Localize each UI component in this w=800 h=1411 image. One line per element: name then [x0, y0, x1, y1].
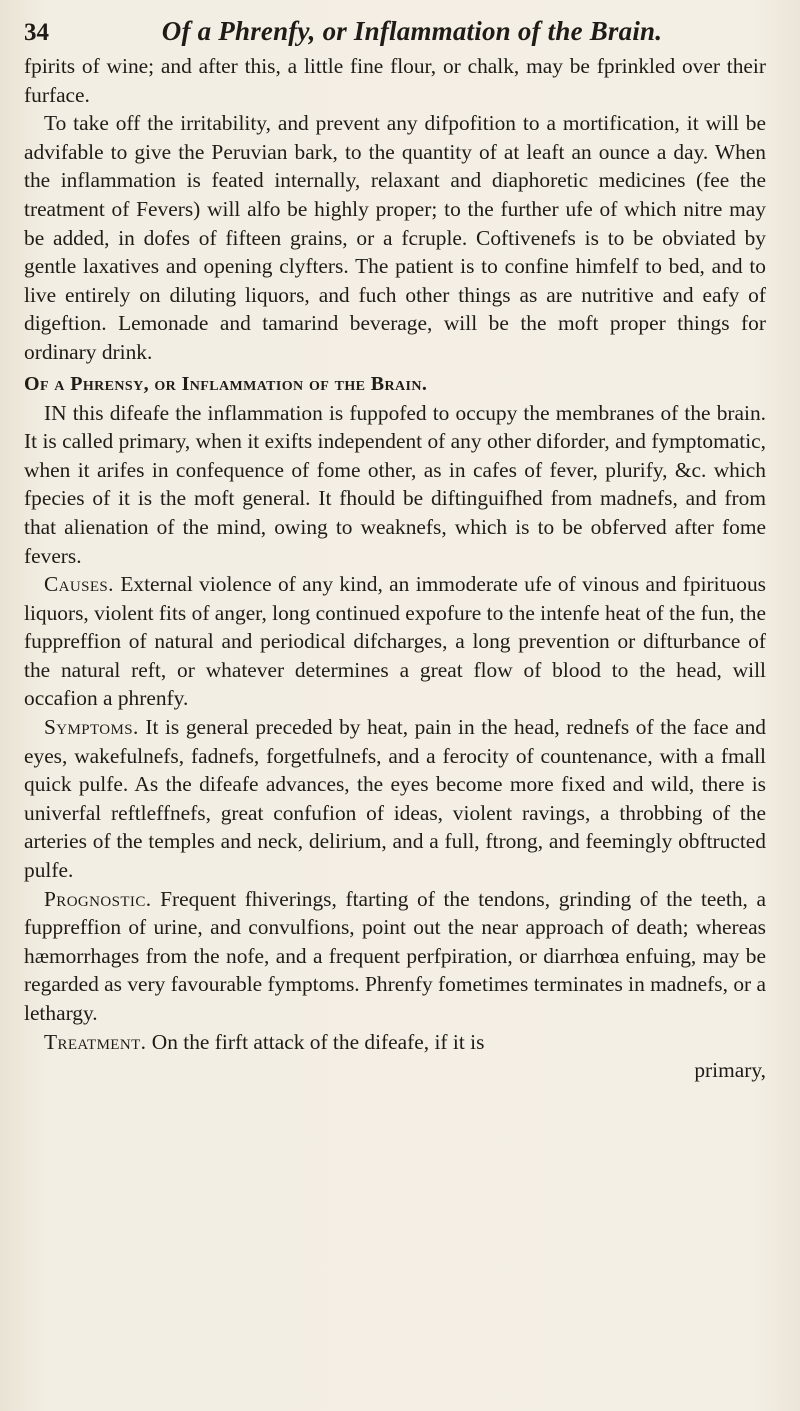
paragraph: fpirits of wine; and after this, a little fine flour, or chalk, may be fprinkled over their furface. [24, 54, 766, 107]
page-header [24, 14, 766, 50]
treatment-text: On the firft attack of the difeafe, if it is [151, 1029, 485, 1054]
paragraph [24, 885, 766, 1028]
catchword: primary, [694, 1058, 766, 1083]
causes-text: External violence of any kind, an immoderate ufe of vinous and fpirituous liquors, violent fits of anger, long continued expofure to the intenfe heat of the fun, the fuppreffion of natural and periodical difcharges, a long prevention or difturbance of the natural reft, or whatever determines a great flow of blood to the head, will occafion a phrenfy. [24, 572, 766, 711]
paragraph [24, 713, 766, 885]
paragraph [24, 570, 766, 713]
causes-label: Causes. [44, 572, 114, 597]
symptoms-label: Symptoms. [44, 715, 139, 740]
paragraph: To take off the irritability, and prevent any difpofition to a mortification, it will be advifable to give the Peruvian bark, to the quantity of at leaft an ounce a day. When the inflammation is feated internally, relaxant and diaphoretic medicines (fee the treatment of Fevers) will alfo be highly proper; to the further ufe of which nitre may be added, in dofes of fifteen grains, or a fcruple. Coftivenefs is to be obviated by gentle laxatives and opening clyfters. The patient is to confine himfelf to bed, and to live entirely on diluting liquors, and fuch other things as are nutritive and eafy of digeftion. Lemonade and tamarind beverage, will be the moft proper things for ordinary drink. [24, 111, 766, 364]
paragraph: IN this difeafe the inflammation is fuppofed to occupy the membranes of the brain. It is called primary, when it exifts independent of any other diforder, and fymptomatic, when it arifes in confequence of fome other, as in cafes of fever, plurify, &c. which fpecies of it is the moft general. It fhould be diftinguifhed from madnefs, and from that alienation of the mind, owing to weaknefs, which is to be obferved after fome fevers. [24, 400, 766, 568]
body-text [24, 52, 766, 367]
section-heading: Of a Phrensy, or Inflammation of the Brain. [24, 372, 428, 395]
symptoms-text: It is general preceded by heat, pain in the head, rednefs of the face and eyes, wakefulnefs, fadnefs, forgetfulnefs, and a ferocity of countenance, with a fmall quick pulfe. As the difeafe advances, the eyes become more fixed and wild, there is univerfal reftleffnefs, great confufion of ideas, violent ravings, a throbbing of the arteries of the temples and neck, delirium, and a full, ftrong, and feemingly obftructed pulfe. [24, 715, 766, 883]
running-title: Of a Phrenfy, or Inflammation of the Brain. [161, 16, 663, 46]
prognostic-text: Frequent fhiverings, ftarting of the tendons, grinding of the teeth, a fuppreffion of urine, and convulfions, point out the near approach of death; whereas hæmorrhages from the nofe, and a frequent perfpiration, or diarrhœa enfuing, may be regarded as very favourable fymptoms. Phrenfy fometimes terminates in madnefs, or a lethargy. [24, 886, 766, 1025]
treatment-label: Treatment. [44, 1029, 147, 1054]
page-number: 34 [24, 19, 49, 46]
paragraph [24, 1028, 766, 1057]
prognostic-label: Prognostic. [44, 886, 152, 911]
body-text [24, 399, 766, 1057]
